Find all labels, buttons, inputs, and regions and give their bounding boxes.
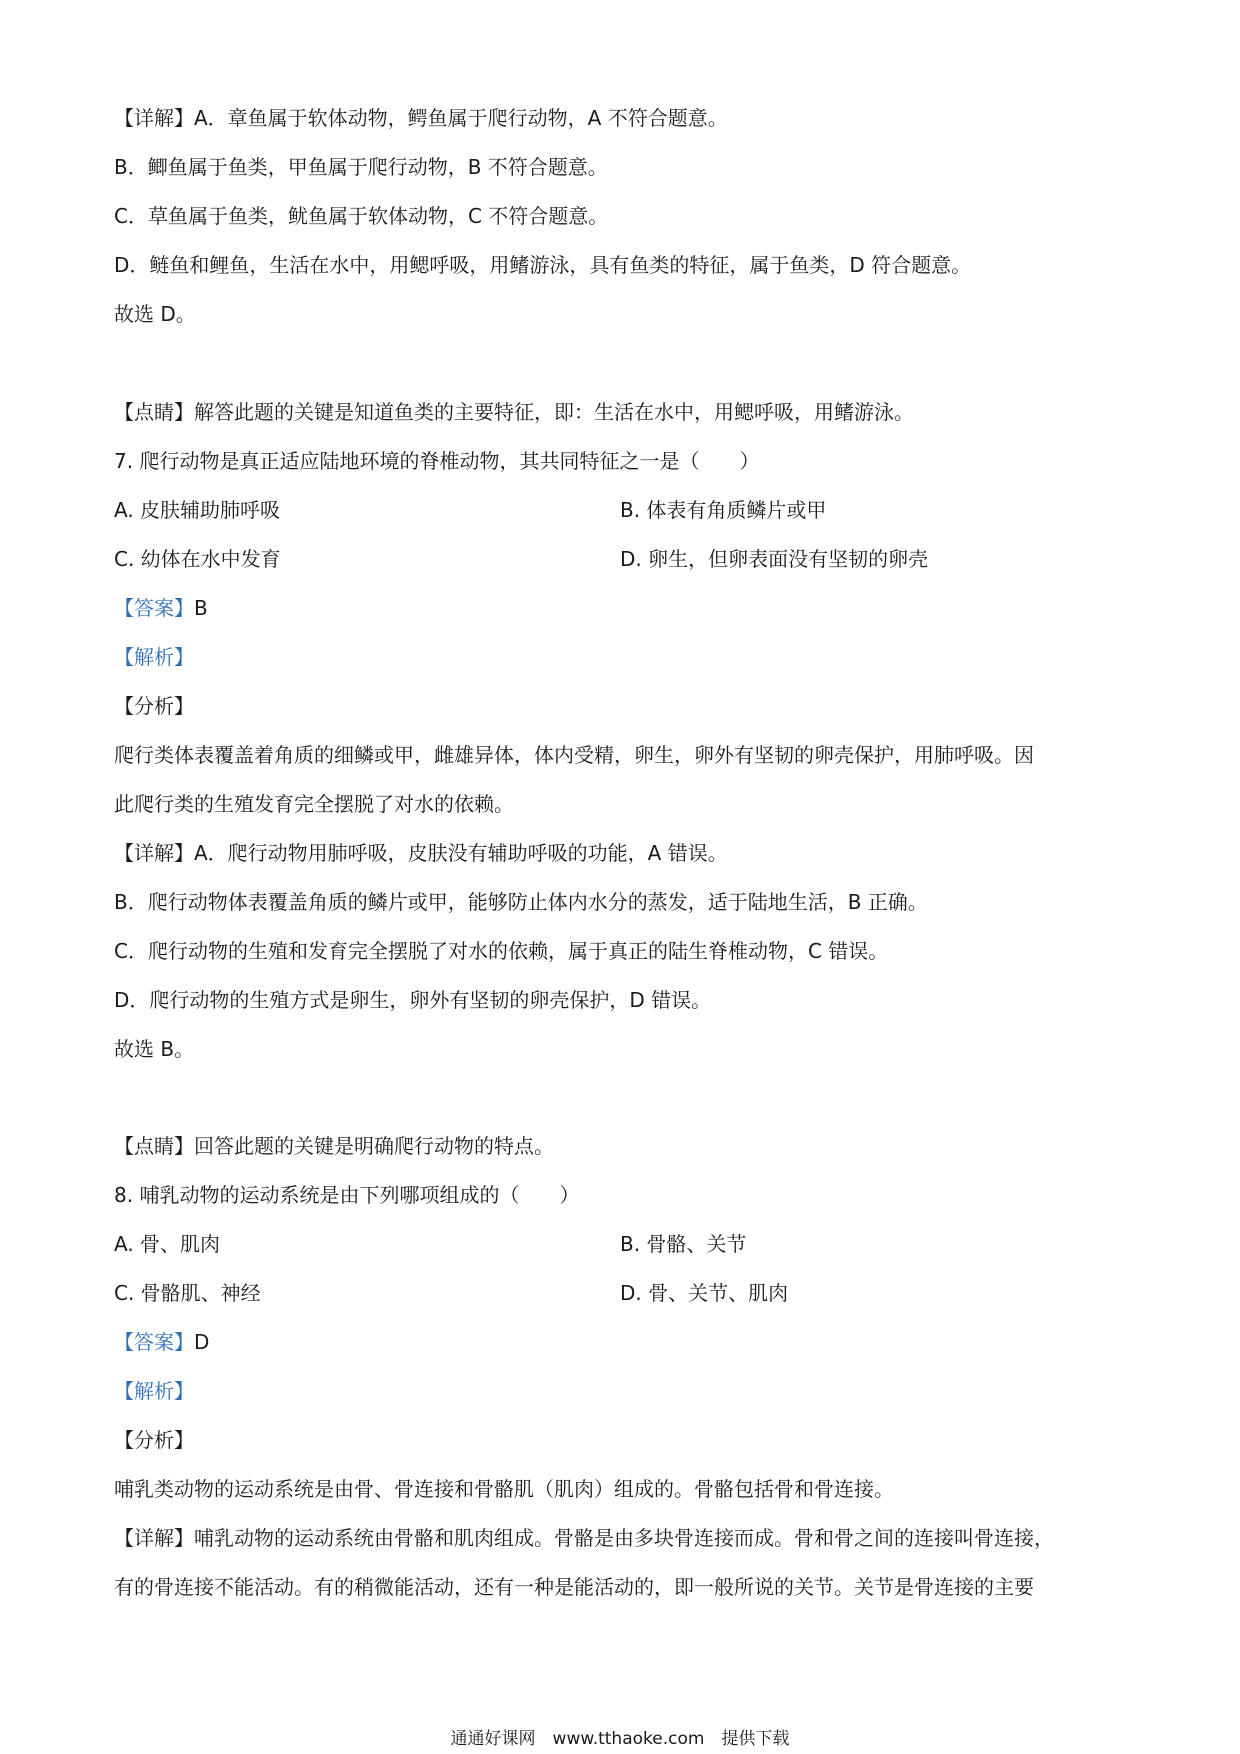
- q7-tip: 【点睛】回答此题的关键是明确爬行动物的特点。: [114, 1134, 554, 1158]
- q7-detail-c: C．爬行动物的生殖和发育完全摆脱了对水的依赖，属于真正的陆生脊椎动物，C 错误。: [114, 939, 889, 963]
- q7-option-c: C. 幼体在水中发育: [114, 547, 281, 571]
- q6-detail-b: B．鲫鱼属于鱼类，甲鱼属于爬行动物，B 不符合题意。: [114, 155, 608, 179]
- q8-detail-line-1: 【详解】哺乳动物的运动系统由骨骼和肌肉组成。骨骼是由多块骨连接而成。骨和骨之间的连接叫骨连接，: [114, 1526, 1054, 1550]
- tip-label: 【点睛】: [114, 1134, 194, 1158]
- page-footer: 通通好课网 www.tthaoke.com 提供下载: [450, 1729, 790, 1749]
- q7-detail-d: D．爬行动物的生殖方式是卵生，卵外有坚韧的卵壳保护，D 错误。: [114, 988, 712, 1012]
- q7-analysis-label: 【解析】: [114, 645, 194, 669]
- q7-fenxi-label: 【分析】: [114, 694, 194, 718]
- q8-detail-line-2: 有的骨连接不能活动。有的稍微能活动，还有一种是能活动的，即一般所说的关节。关节是骨连接的主要: [114, 1575, 1034, 1599]
- detail-label: 【详解】: [114, 841, 194, 865]
- q7-fenxi-line-1: 爬行类体表覆盖着角质的细鳞或甲，雌雄异体，体内受精，卵生，卵外有坚韧的卵壳保护，用肺呼吸。因: [114, 743, 1034, 767]
- q6-tip: 【点睛】解答此题的关键是知道鱼类的主要特征，即：生活在水中，用鳃呼吸，用鳍游泳。: [114, 400, 914, 424]
- q7-stem: 7. 爬行动物是真正适应陆地环境的脊椎动物，其共同特征之一是（ ）: [114, 449, 760, 473]
- q7-option-b: B. 体表有角质鳞片或甲: [620, 498, 827, 522]
- q7-answer: [114, 594, 208, 622]
- q6-detail-a: 【详解】A．章鱼属于软体动物，鳄鱼属于爬行动物，A 不符合题意。: [114, 106, 728, 130]
- q7-option-d: D. 卵生，但卵表面没有坚韧的卵壳: [620, 547, 929, 571]
- answer-label: 【答案】: [114, 596, 194, 620]
- q7-fenxi-line-2: 此爬行类的生殖发育完全摆脱了对水的依赖。: [114, 792, 514, 816]
- answer-label: 【答案】: [114, 1330, 194, 1354]
- q6-detail-d: D．鲢鱼和鲤鱼，生活在水中，用鳃呼吸，用鳍游泳，具有鱼类的特征，属于鱼类，D 符合题意。: [114, 253, 972, 277]
- q6-choose: 故选 D。: [114, 302, 196, 326]
- detail-label: 【详解】: [114, 1526, 194, 1550]
- q8-analysis-label: 【解析】: [114, 1379, 194, 1403]
- q8-option-c: C. 骨骼肌、神经: [114, 1281, 261, 1305]
- q7-choose: 故选 B。: [114, 1037, 195, 1061]
- q7-detail-b: B．爬行动物体表覆盖角质的鳞片或甲，能够防止体内水分的蒸发，适于陆地生活，B 正确。: [114, 890, 928, 914]
- answer-value: B: [194, 596, 208, 620]
- q7-option-a: A. 皮肤辅助肺呼吸: [114, 498, 281, 522]
- q8-fenxi-label: 【分析】: [114, 1428, 194, 1452]
- q8-option-a: A. 骨、肌肉: [114, 1232, 221, 1256]
- q7-detail-a: 【详解】A．爬行动物用肺呼吸，皮肤没有辅助呼吸的功能，A 错误。: [114, 841, 728, 865]
- q8-fenxi-line-1: 哺乳类动物的运动系统是由骨、骨连接和骨骼肌（肌肉）组成的。骨骼包括骨和骨连接。: [114, 1477, 894, 1501]
- q8-stem: 8. 哺乳动物的运动系统是由下列哪项组成的（ ）: [114, 1183, 580, 1207]
- q6-detail-c: C．草鱼属于鱼类，鱿鱼属于软体动物，C 不符合题意。: [114, 204, 609, 228]
- detail-label: 【详解】: [114, 106, 194, 130]
- q8-option-d: D. 骨、关节、肌肉: [620, 1281, 789, 1305]
- tip-label: 【点睛】: [114, 400, 194, 424]
- q8-answer: [114, 1328, 209, 1356]
- answer-value: D: [194, 1330, 210, 1354]
- q8-option-b: B. 骨骼、关节: [620, 1232, 747, 1256]
